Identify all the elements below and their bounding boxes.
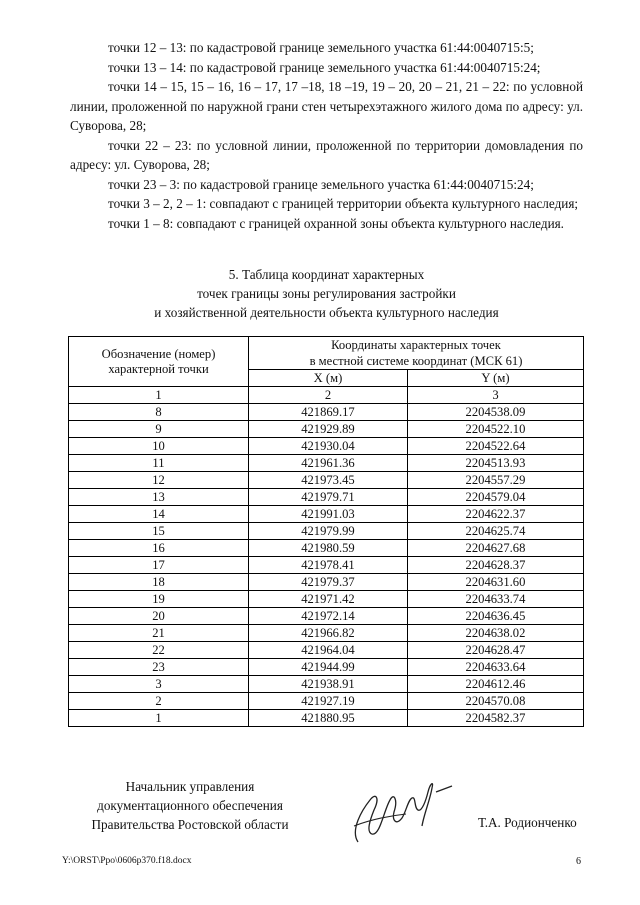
point-id-cell: 23 [69,659,249,676]
y-cell: 2204627.68 [407,540,583,557]
table-title-line: и хозяйственной деятельности объекта культурного наследия [154,305,499,320]
coordinates-body [69,404,584,727]
y-cell: 2204633.74 [407,591,583,608]
y-cell: 2204538.09 [407,404,583,421]
paragraph: точки 12 – 13: по кадастровой границе земельного участка 61:44:0040715:5; [108,40,534,55]
point-id-cell: 9 [69,421,249,438]
x-cell: 421944.99 [249,659,408,676]
x-cell: 421973.45 [249,472,408,489]
y-cell: 2204612.46 [407,676,583,693]
point-id-cell: 16 [69,540,249,557]
point-id-cell: 1 [69,710,249,727]
x-cell: 421938.91 [249,676,408,693]
paragraph: точки 13 – 14: по кадастровой границе земельного участка 61:44:0040715:24; [108,59,541,75]
y-cell: 2204631.60 [407,574,583,591]
table-row [69,421,584,438]
signatory-position [70,777,310,834]
file-path: Y:\ORST\Ppo\0606p370.f18.docx [62,856,192,866]
table-row [69,608,584,625]
coordinates-table [68,336,584,727]
y-cell: 2204522.64 [407,438,583,455]
x-cell: 421880.95 [249,710,408,727]
x-cell: 421971.42 [249,591,408,608]
x-cell: 421980.59 [249,540,408,557]
point-id-cell: 13 [69,489,249,506]
table-row [69,404,584,421]
position-line: Правительства Ростовской области [91,817,289,832]
point-id-cell: 17 [69,557,249,574]
paragraph: точки 1 – 8: совпадают с границей охранной зоны объекта культурного наследия. [108,215,564,231]
y-cell: 2204633.64 [407,659,583,676]
y-header: Y (м) [407,370,583,387]
point-id-cell: 11 [69,455,249,472]
position-line: Начальник управления [125,779,255,794]
y-cell: 2204513.93 [407,455,583,472]
table-row [69,489,584,506]
table-row [69,540,584,557]
y-cell: 2204638.02 [407,625,583,642]
point-id-cell: 21 [69,625,249,642]
x-cell: 421964.04 [249,642,408,659]
point-id-cell: 15 [69,523,249,540]
point-id-cell: 10 [69,438,249,455]
x-cell: 421869.17 [249,404,408,421]
point-id-cell: 22 [69,642,249,659]
table-row [69,472,584,489]
x-cell: 421991.03 [249,506,408,523]
table-row [69,591,584,608]
point-id-cell: 3 [69,676,249,693]
x-header: X (м) [249,370,408,387]
table-row [69,676,584,693]
page-number: 6 [576,856,581,867]
column-index: 2 [249,387,408,404]
table-row [69,710,584,727]
signatory-name: Т.А. Родионченко [478,815,577,830]
x-cell: 421966.82 [249,625,408,642]
y-cell: 2204622.37 [407,506,583,523]
point-id-cell: 18 [69,574,249,591]
boundary-description [70,38,583,233]
point-id-cell: 8 [69,404,249,421]
y-cell: 2204636.45 [407,608,583,625]
y-cell: 2204625.74 [407,523,583,540]
table-row [69,523,584,540]
coords-system-header [249,353,584,370]
x-cell: 421978.41 [249,557,408,574]
y-cell: 2204628.37 [407,557,583,574]
point-id-cell: 20 [69,608,249,625]
x-cell: 421979.99 [249,523,408,540]
column-index: 1 [69,387,249,404]
y-cell: 2204557.29 [407,472,583,489]
x-cell: 421929.89 [249,421,408,438]
point-id-cell: 19 [69,591,249,608]
x-cell: 421961.36 [249,455,408,472]
table-row [69,693,584,710]
table-row [69,625,584,642]
x-cell: 421930.04 [249,438,408,455]
column-index: 3 [407,387,583,404]
y-cell: 2204628.47 [407,642,583,659]
paragraph: точки 3 – 2, 2 – 1: совпадают с границей территории объекта культурного наследия; [108,196,579,211]
table-row [69,659,584,676]
x-cell: 421927.19 [249,693,408,710]
point-id-cell: 12 [69,472,249,489]
x-cell: 421979.37 [249,574,408,591]
table-title-line: 5. Таблица координат характерных [228,267,425,282]
header-line: Координаты характерных точек [331,337,501,352]
point-id-cell: 2 [69,693,249,710]
y-cell: 2204570.08 [407,693,583,710]
paragraph: точки 14 – 15, 15 – 16, 16 – 17, 17 –18, 18 –19, 19 – 20, 20 – 21, 21 – 22: по условной линии, проложенной по наружной грани стен четырехэтажного жилого дома по адресу: ул. Суворова, 28; [70,79,583,133]
x-cell: 421972.14 [249,608,408,625]
table-title [70,265,583,322]
x-cell: 421979.71 [249,489,408,506]
y-cell: 2204522.10 [407,421,583,438]
table-row [69,642,584,659]
handwritten-signature [340,770,460,850]
y-cell: 2204579.04 [407,489,583,506]
table-row [69,574,584,591]
table-row [69,438,584,455]
position-line: документационного обеспечения [97,798,283,813]
point-id-header [69,337,249,387]
paragraph: точки 22 – 23: по условной линии, проложенной по территории домовладения по адресу: ул. Суворова, 28; [70,137,583,172]
table-row [69,557,584,574]
header-line: Обозначение (номер) [101,346,216,361]
point-id-cell: 14 [69,506,249,523]
y-cell: 2204582.37 [407,710,583,727]
header-line: в местной системе координат (МСК 61) [309,353,523,368]
header-line: характерной точки [108,361,209,376]
table-row [69,506,584,523]
paragraph: точки 23 – 3: по кадастровой границе земельного участка 61:44:0040715:24; [108,176,534,192]
coords-header [249,337,584,354]
table-row [69,455,584,472]
table-title-line: точек границы зоны регулирования застройки [197,286,456,301]
